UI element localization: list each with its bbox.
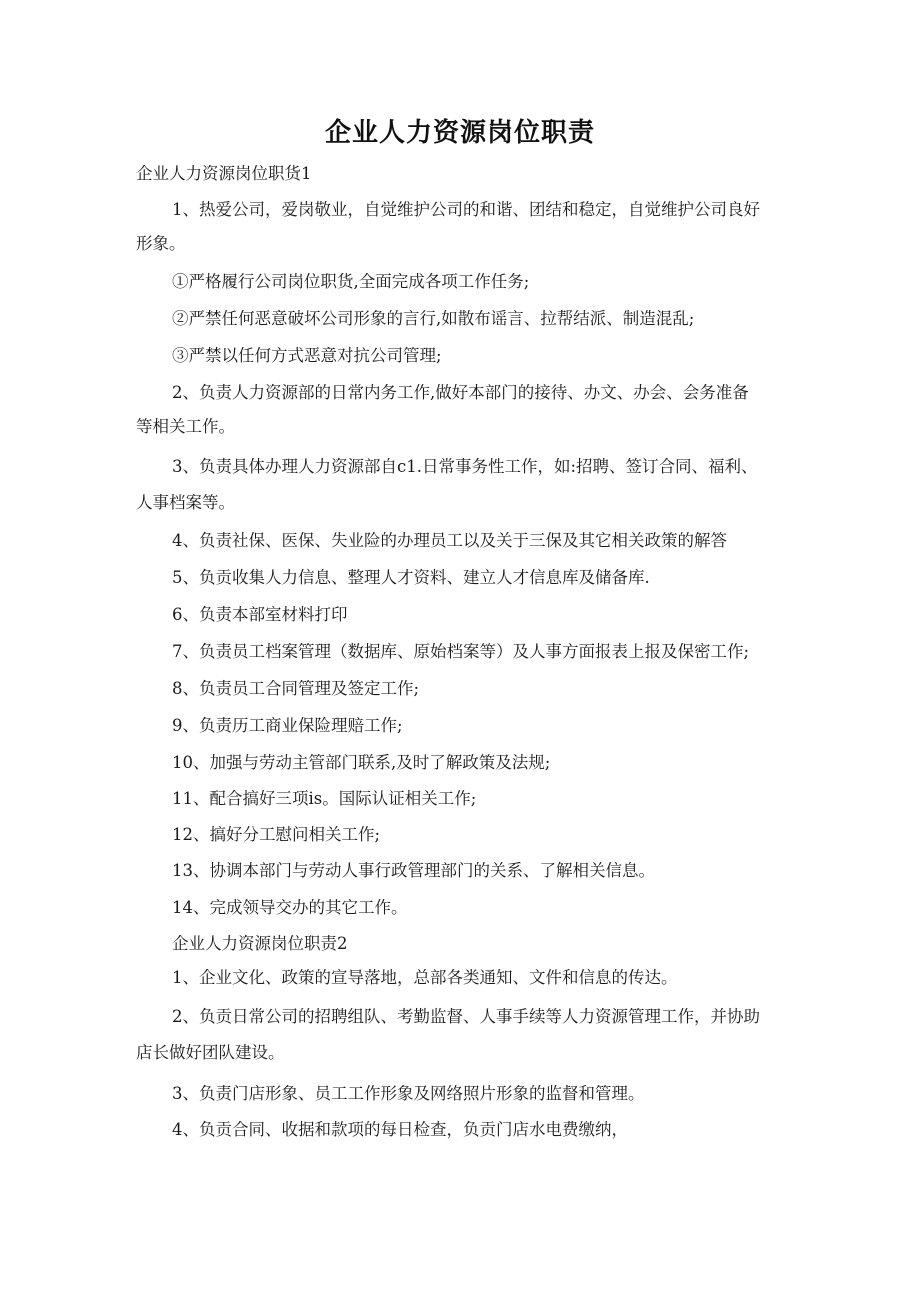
paragraph-line: 6、负责本部室材料打印 — [172, 605, 348, 624]
paragraph-line: 形象。 — [136, 234, 186, 253]
paragraph-line: 4、负贡合同、收据和款项的每日检查，负贡门店水电费缴纳， — [172, 1120, 628, 1139]
paragraph-line: ②严禁任何恶意破坏公司形象的言行,如散布谣言、拉帮结派、制造混乱; — [172, 309, 695, 328]
paragraph-line: 9、负责历工商业保险理赔工作; — [172, 716, 403, 735]
paragraph-line: 2、负贡日常公司的招聘组队、考勤监督、人事手续等人力资源管理工作，并协助 — [172, 1007, 760, 1026]
paragraph-line: 7、负责员工档案管理（数据库、原始档案等）及人事方面报表上报及保密工作; — [172, 642, 750, 661]
paragraph-line: 11、配合搞好三项is。国际认证相关工作; — [172, 789, 477, 808]
paragraph-line: 店长做好团队建设。 — [136, 1043, 285, 1062]
paragraph-line: 13、协调本部门与劳动人事行政管理部门的关系、了解相关信息。 — [172, 861, 655, 880]
paragraph-line: 14、完成领导交办的其它工作。 — [172, 898, 408, 917]
paragraph-line: 8、负责员工合同管理及签定工作; — [172, 679, 420, 698]
paragraph-line: 3、负责门店形象、员工工作形象及网络照片形象的监督和管理。 — [172, 1084, 645, 1103]
section-heading-2: 企业人力资源岗位职责2 — [172, 934, 348, 953]
paragraph-line: 等相关工作。 — [136, 417, 235, 436]
paragraph-line: 12、搞好分工慰问相关工作; — [172, 825, 381, 844]
paragraph-line: 人事档案等。 — [136, 493, 235, 512]
paragraph-line: 2、负责人力资源部的日常内务工作,做好本部门的接待、办文、办会、会务准备 — [172, 383, 749, 402]
paragraph-line: ③严禁以任何方式恶意对抗公司管理; — [172, 346, 442, 365]
section-heading-1: 企业人力资源岗位职货1 — [136, 164, 312, 183]
paragraph-line: 10、加强与劳动主管部门联系,及时了解政策及法规; — [172, 753, 551, 772]
paragraph-line: 5、负贡收集人力信息、整理人才资料、建立人才信息库及储备库. — [172, 568, 650, 587]
paragraph-line: 3、负责具体办理人力资源部自c1.日常事务性工作，如:招聘、签订合同、福利、 — [172, 457, 758, 476]
paragraph-line: 1、热爱公司，爱岗敬业，自觉维护公司的和谐、团结和稳定，自觉维护公司良好 — [172, 200, 760, 219]
paragraph-line: 4、负责社保、医保、失业险的办理员工以及关于三保及其它相关政策的解答 — [172, 531, 727, 550]
paragraph-line: ①严格履行公司岗位职货,全面完成各项工作任务; — [172, 272, 530, 291]
paragraph-line: 1、企业文化、政策的宣导落地，总部各类通知、文件和信息的传达。 — [172, 968, 678, 987]
document-title: 企业人力资源岗位职责 — [324, 118, 595, 148]
